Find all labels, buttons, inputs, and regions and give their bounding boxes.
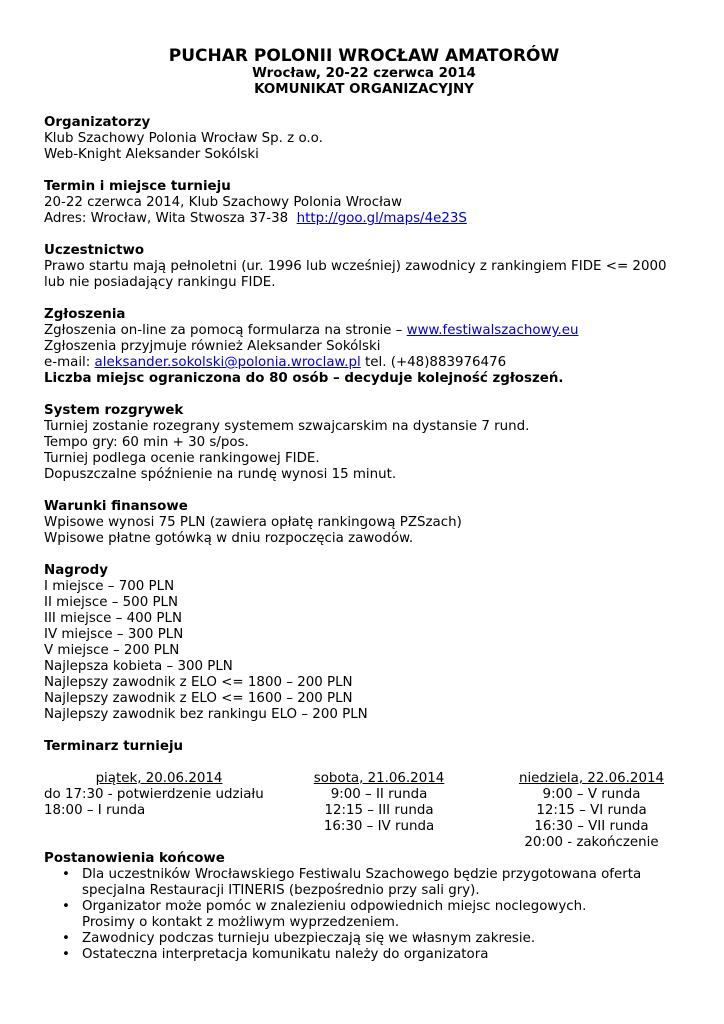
phone-number: tel. (+48)883976476 <box>365 355 507 370</box>
bullet-line: • Organizator może pomóc w znalezieniu odpowiednich miejsc noclegowych. <box>82 899 587 914</box>
bullet-line: specjalna Restauracji ITINERIS (bezpośrednio przy sali gry). <box>82 883 480 898</box>
document-title: PUCHAR POLONII WROCŁAW AMATORÓW <box>168 46 560 66</box>
system-line: Tempo gry: 60 min + 30 s/pos. <box>44 435 249 450</box>
system-section <box>44 403 684 483</box>
schedule-item: 12:15 – VI runda <box>536 803 647 818</box>
venue-address-line <box>44 211 684 227</box>
schedule-heading: Terminarz turnieju <box>44 739 184 754</box>
schedule-item: 12:15 – III runda <box>324 803 434 818</box>
final-bullet-list <box>44 867 684 963</box>
prize-line: V miejsce – 200 PLN <box>44 643 180 658</box>
schedule-item: 16:30 – IV runda <box>323 819 435 834</box>
system-heading: System rozgrywek <box>44 403 184 418</box>
map-link[interactable]: http://goo.gl/maps/4e23S <box>296 211 467 226</box>
registration-online-line <box>44 323 684 339</box>
schedule-day-label: piątek, 20.06.2014 <box>95 771 223 786</box>
venue-address: Adres: Wrocław, Wita Stwosza 37-38 <box>44 211 289 226</box>
schedule-day-friday <box>44 771 274 819</box>
email-label: e-mail: <box>44 355 91 370</box>
registration-limit-note: Liczba miejsc ograniczona do 80 osób – decyduje kolejność zgłoszeń. <box>44 371 564 386</box>
document-date-place: Wrocław, 20-22 czerwca 2014 <box>252 66 476 81</box>
schedule-table <box>44 771 684 851</box>
schedule-section <box>44 739 684 851</box>
final-heading: Postanowienia końcowe <box>44 851 225 866</box>
prize-line: Najlepsza kobieta – 300 PLN <box>44 659 233 674</box>
organizer-line: Klub Szachowy Polonia Wrocław Sp. z o.o. <box>44 131 323 146</box>
system-line: Dopuszczalne spóźnienie na rundę wynosi 15 minut. <box>44 467 397 482</box>
venue-section <box>44 179 684 227</box>
schedule-day-label: niedziela, 22.06.2014 <box>518 771 665 786</box>
prize-line: IV miejsce – 300 PLN <box>44 627 184 642</box>
email-link[interactable]: aleksander.sokolski@polonia.wroclaw.pl <box>94 355 361 370</box>
bullet-line: • Ostateczna interpretacja komunikatu należy do organizatora <box>82 947 489 962</box>
participation-section <box>44 243 684 291</box>
system-line: Turniej podlega ocenie rankingowej FIDE. <box>44 451 320 466</box>
participation-line: lub nie posiadający rankingu FIDE. <box>44 275 276 290</box>
prizes-heading: Nagrody <box>44 563 108 578</box>
prize-line: Najlepszy zawodnik z ELO <= 1800 – 200 PLN <box>44 675 353 690</box>
organizers-heading: Organizatorzy <box>44 115 151 130</box>
prizes-section <box>44 563 684 723</box>
bullet-line: Prosimy o kontakt z możliwym wyprzedzeniem. <box>82 915 400 930</box>
prize-line: Najlepszy zawodnik bez rankingu ELO – 200 PLN <box>44 707 368 722</box>
final-section <box>44 851 684 963</box>
prize-line: Najlepszy zawodnik z ELO <= 1600 – 200 PLN <box>44 691 353 706</box>
system-line: Turniej zostanie rozegrany systemem szwajcarskim na dystansie 7 rund. <box>44 419 530 434</box>
participation-heading: Uczestnictwo <box>44 243 145 258</box>
list-item <box>44 931 684 947</box>
schedule-item: 9:00 – V runda <box>542 787 641 802</box>
list-item <box>44 947 684 963</box>
registration-section <box>44 307 684 387</box>
registration-online-text: Zgłoszenia on-line za pomocą formularza na stronie – <box>44 323 403 338</box>
document-page <box>44 46 684 963</box>
schedule-item: 20:00 - zakończenie <box>524 835 659 850</box>
schedule-item: 9:00 – II runda <box>330 787 428 802</box>
festival-site-link[interactable]: www.festiwalszachowy.eu <box>406 323 579 338</box>
organizer-line: Web-Knight Aleksander Sokólski <box>44 147 259 162</box>
finance-section <box>44 499 684 547</box>
finance-heading: Warunki finansowe <box>44 499 188 514</box>
venue-heading: Termin i miejsce turnieju <box>44 179 231 194</box>
bullet-line: • Zawodnicy podczas turnieju ubezpieczają się we własnym zakresie. <box>82 931 536 946</box>
schedule-item: 16:30 – VII runda <box>534 819 649 834</box>
registration-also-line: Zgłoszenia przyjmuje również Aleksander Sokólski <box>44 339 381 354</box>
registration-contact-line <box>44 355 684 371</box>
list-item <box>44 899 684 931</box>
prize-line: II miejsce – 500 PLN <box>44 595 179 610</box>
registration-heading: Zgłoszenia <box>44 307 126 322</box>
schedule-day-saturday <box>289 771 469 835</box>
prize-line: I miejsce – 700 PLN <box>44 579 175 594</box>
finance-line: Wpisowe wynosi 75 PLN (zawiera opłatę rankingową PZSzach) <box>44 515 462 530</box>
participation-line: Prawo startu mają pełnoletni (ur. 1996 lub wcześniej) zawodnicy z rankingiem FIDE <= 2000 <box>44 259 667 274</box>
venue-date-line: 20-22 czerwca 2014, Klub Szachowy Polonia Wrocław <box>44 195 403 210</box>
document-type: KOMUNIKAT ORGANIZACYJNY <box>254 82 474 97</box>
finance-line: Wpisowe płatne gotówką w dniu rozpoczęcia zawodów. <box>44 531 414 546</box>
schedule-day-sunday <box>499 771 684 851</box>
schedule-day-label: sobota, 21.06.2014 <box>313 771 445 786</box>
organizers-section <box>44 115 684 163</box>
schedule-item: 18:00 – I runda <box>44 803 146 818</box>
list-item <box>44 867 684 899</box>
bullet-line: • Dla uczestników Wrocławskiego Festiwalu Szachowego będzie przygotowana oferta <box>82 867 642 882</box>
prize-line: III miejsce – 400 PLN <box>44 611 182 626</box>
schedule-item: do 17:30 - potwierdzenie udziału <box>44 787 264 802</box>
